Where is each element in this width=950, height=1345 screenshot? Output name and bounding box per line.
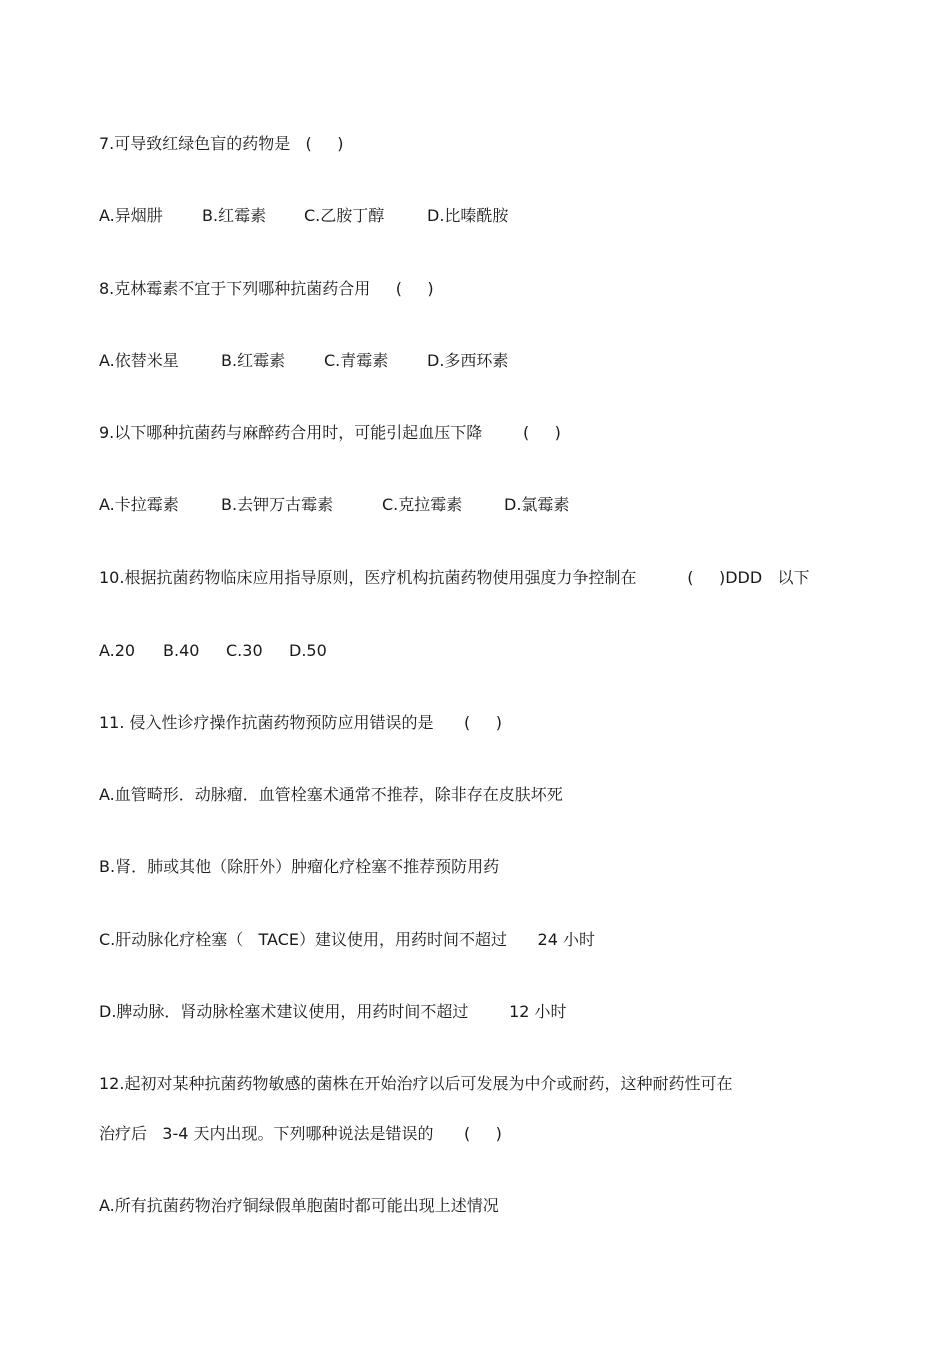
option-d: D.比嗪酰胺 [427,206,509,225]
option-a: A.依替米星 [99,351,179,370]
question-9-options [99,494,569,516]
option-d: D.多西环素 [427,351,509,370]
question-11-stem: 11. 侵入性诊疗操作抗菌药物预防应用错误的是 ( ) [99,713,502,732]
question-11-option-d: D.脾动脉．肾动脉栓塞术建议使用，用药时间不超过 12 小时 [99,1002,567,1021]
option-b: B.去钾万古霉素 [221,495,334,514]
question-7-stem: 7.可导致红绿色盲的药物是 ( ) [99,134,344,153]
option-a: A.异烟肼 [99,206,163,225]
option-c: C.30 [226,641,263,660]
option-d: D.氯霉素 [504,495,570,514]
question-10-options [99,640,327,662]
option-b: B.红霉素 [221,351,286,370]
question-12-stem-line1: 12.起初对某种抗菌药物敏感的菌株在开始治疗以后可发展为中介或耐药，这种耐药性可在 [99,1074,733,1093]
question-12-option-a: A.所有抗菌药物治疗铜绿假单胞菌时都可能出现上述情况 [99,1196,499,1215]
option-a: A.卡拉霉素 [99,495,179,514]
question-9-stem: 9.以下哪种抗菌药与麻醉药合用时，可能引起血压下降 ( ) [99,423,561,442]
question-8-options [99,350,508,372]
option-b: B.40 [163,641,200,660]
question-11-option-c: C.肝动脉化疗栓塞（ TACE）建议使用，用药时间不超过 24 小时 [99,930,595,949]
option-b: B.红霉素 [202,206,267,225]
question-8-stem: 8.克林霉素不宜于下列哪种抗菌药合用 ( ) [99,279,434,298]
question-7-options [99,205,508,227]
question-12-stem-line2: 治疗后 3-4 天内出现。下列哪种说法是错误的 ( ) [99,1124,502,1143]
question-11-option-a: A.血管畸形．动脉瘤．血管栓塞术通常不推荐，除非存在皮肤坏死 [99,785,563,804]
option-d: D.50 [289,641,327,660]
option-c: C.乙胺丁醇 [304,206,385,225]
option-c: C.青霉素 [324,351,389,370]
question-11-option-b: B.肾．肺或其他（除肝外）肿瘤化疗栓塞不推荐预防用药 [99,857,500,876]
option-c: C.克拉霉素 [382,495,463,514]
question-10-stem: 10.根据抗菌药物临床应用指导原则，医疗机构抗菌药物使用强度力争控制在 ( )DDD 以下 [99,568,810,587]
option-a: A.20 [99,641,136,660]
